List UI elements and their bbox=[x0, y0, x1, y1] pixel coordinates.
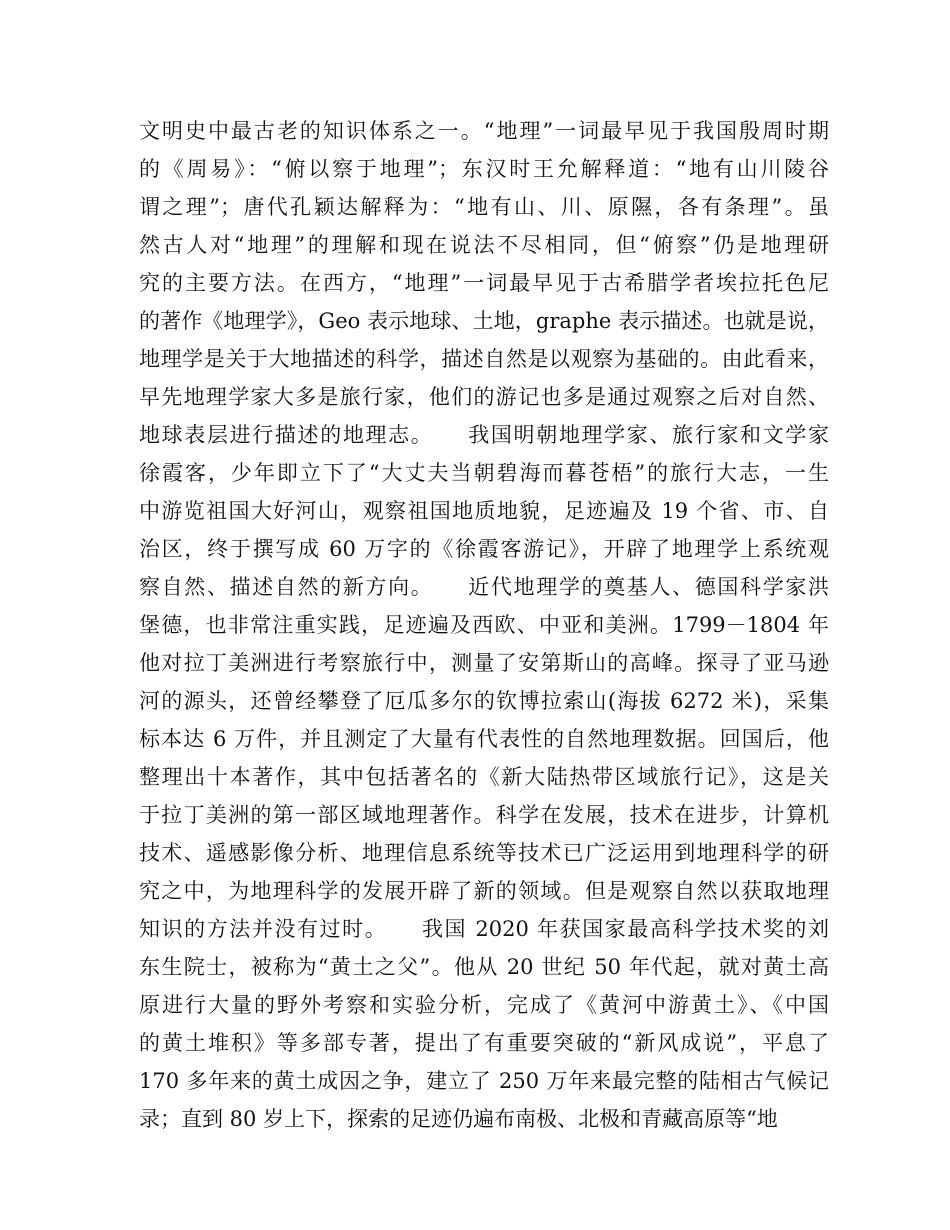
text-line: 文明史中最古老的知识体系之一。“地理”一词最早见于我国殷周时期 bbox=[139, 119, 829, 143]
body-text bbox=[139, 112, 829, 1138]
text-line: 东生院士，被称为“黄土之父”。他从 20 世纪 50 年代起，就对黄土高 bbox=[139, 955, 829, 979]
text-line: 的《周易》：“俯以察于地理”；东汉时王允解释道：“地有山川陵谷 bbox=[139, 157, 829, 181]
text-line: 徐霞客，少年即立下了“大丈夫当朝碧海而暮苍梧”的旅行大志，一生 bbox=[139, 461, 829, 485]
text-line: 技术、遥感影像分析、地理信息系统等技术已广泛运用到地理科学的研 bbox=[139, 841, 829, 865]
text-line: 他对拉丁美洲进行考察旅行中，测量了安第斯山的高峰。探寻了亚马逊 bbox=[139, 651, 829, 675]
text-line: 河的源头，还曾经攀登了厄瓜多尔的钦博拉索山(海拔 6272 米)，采集 bbox=[139, 689, 829, 713]
text-line: 知识的方法并没有过时。 我国 2020 年获国家最高科学技术奖的刘 bbox=[139, 917, 829, 941]
text-line: 察自然、描述自然的新方向。 近代地理学的奠基人、德国科学家洪 bbox=[139, 575, 829, 599]
text-line: 原进行大量的野外考察和实验分析，完成了《黄河中游黄土》、《中国 bbox=[139, 993, 829, 1017]
text-line: 于拉丁美洲的第一部区域地理著作。科学在发展，技术在进步，计算机 bbox=[139, 803, 829, 827]
text-line: 究之中，为地理科学的发展开辟了新的领域。但是观察自然以获取地理 bbox=[139, 879, 829, 903]
text-line: 录；直到 80 岁上下，探索的足迹仍遍布南极、北极和青藏高原等“地 bbox=[139, 1107, 778, 1131]
text-line: 170 多年来的黄土成因之争，建立了 250 万年来最完整的陆相古气候记 bbox=[139, 1069, 829, 1093]
text-line: 地球表层进行描述的地理志。 我国明朝地理学家、旅行家和文学家 bbox=[139, 423, 829, 447]
text-line: 早先地理学家大多是旅行家，他们的游记也多是通过观察之后对自然、 bbox=[139, 385, 829, 409]
text-line: 地理学是关于大地描述的科学，描述自然是以观察为基础的。由此看来， bbox=[139, 347, 829, 371]
text-line: 中游览祖国大好河山，观察祖国地质地貌，足迹遍及 19 个省、市、自 bbox=[139, 499, 829, 523]
text-line: 究的主要方法。在西方，“地理”一词最早见于古希腊学者埃拉托色尼 bbox=[139, 271, 829, 295]
text-line: 堡德，也非常注重实践，足迹遍及西欧、中亚和美洲。1799－1804 年 bbox=[139, 613, 829, 637]
text-line: 治区，终于撰写成 60 万字的《徐霞客游记》，开辟了地理学上系统观 bbox=[139, 537, 829, 561]
text-line: 然古人对“地理”的理解和现在说法不尽相同，但“俯察”仍是地理研 bbox=[139, 233, 829, 257]
text-line: 的著作《地理学》，Geo 表示地球、土地，graphe 表示描述。也就是说， bbox=[139, 309, 829, 333]
text-line: 标本达 6 万件，并且测定了大量有代表性的自然地理数据。回国后，他 bbox=[139, 727, 829, 751]
text-line: 谓之理”；唐代孔颖达解释为：“地有山、川、原隰，各有条理”。虽 bbox=[139, 195, 829, 219]
text-line: 的黄土堆积》等多部专著，提出了有重要突破的“新风成说”，平息了 bbox=[139, 1031, 829, 1055]
text-line: 整理出十本著作，其中包括著名的《新大陆热带区域旅行记》，这是关 bbox=[139, 765, 829, 789]
